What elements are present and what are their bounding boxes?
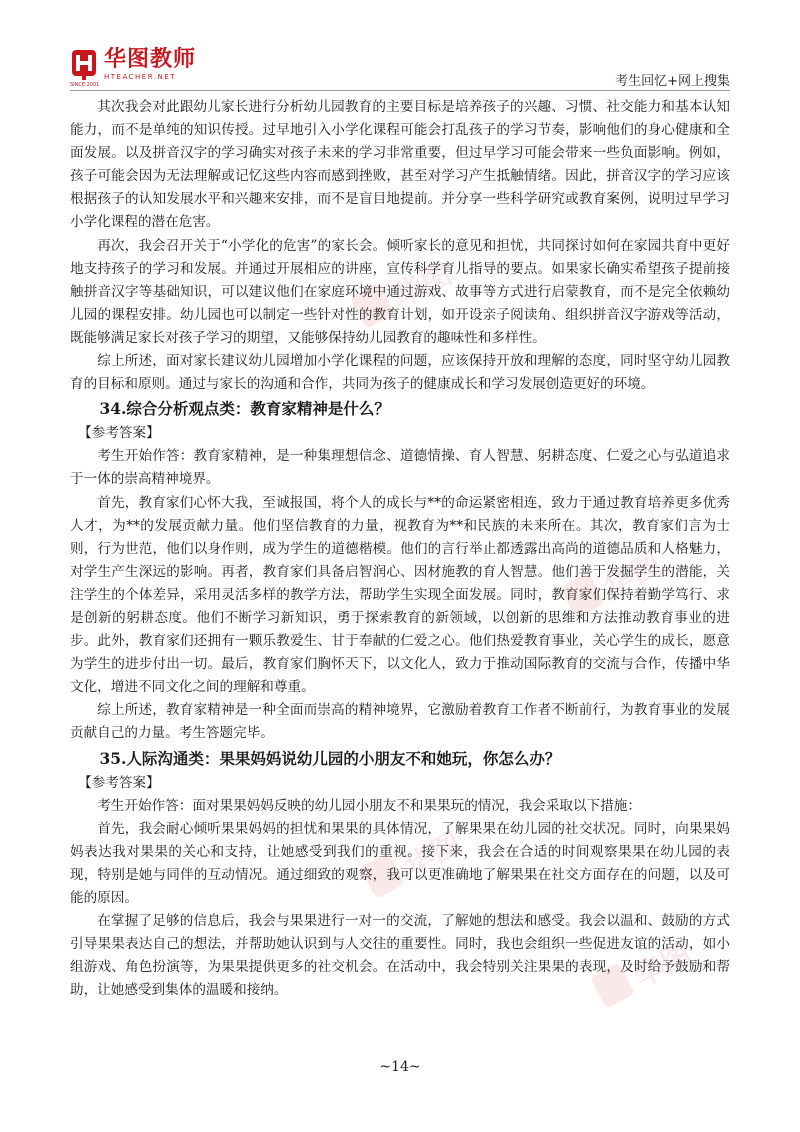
paragraph: 考生开始作答：教育家精神，是一种集理想信念、道德情操、育人智慧、躬耕态度、仁爱之心与弘道追求于一体的崇高精神境界。 — [70, 448, 730, 488]
page-number: ~14~ — [379, 1059, 421, 1075]
paragraph: 综上所述，面对家长建议幼儿园增加小学化课程的问题，应该保持开放和理解的态度，同时坚守幼儿园教育的目标和原则。通过与家长的沟通和合作，共同为孩子的健康成长和学习发展创造更好的环境。 — [70, 353, 730, 393]
answer-label: 【参考答案】 — [78, 425, 160, 442]
question-35-heading: 35.人际沟通类：果果妈妈说幼儿园的小朋友不和她玩，你怎么办？ — [99, 748, 561, 768]
document-body — [70, 96, 730, 1002]
watermark-text: 华图 — [598, 546, 668, 606]
paragraph: 考生开始作答：面对果果妈妈反映的幼儿园小朋友不和果果玩的情况，我会采取以下措施： — [97, 797, 641, 814]
brand-name: 华图教师 — [104, 47, 197, 72]
paragraph: 再次，我会召开关于“小学化的危害”的家长会。倾听家长的意见和担忧，共同探讨如何在家园共育中更好地支持孩子的学习和发展。并通过开展相应的讲座，宣传科学育儿指导的要点。如果家长确实希望孩子提前接触拼音汉字等基础知识，可以建议他们在家庭环境中通过游戏、故事等方式进行启蒙教育，而不是完全依赖幼儿园的课程安排。幼儿园也可以制定一些针对性的教育计划，如开设亲子阅读角、组织拼音汉字游戏等活动，既能够满足家长对孩子学习的期望，又能够保持幼儿园教育的趣味性和多样性。 — [70, 237, 730, 346]
page-header — [70, 48, 730, 92]
paragraph: 首先，教育家们心怀大我，至诚报国，将个人的成长与**的命运紧密相连，致力于通过教育培养更多优秀人才，为**的发展贡献力量。他们坚信教育的力量，视教育为**和民族的未来所在。其次，教育家们言为士则，行为世范，他们以身作则，成为学生的道德楷模。他们的言行举止都透露出高尚的道德品质和人格魅力，对学生产生深远的影响。再者，教育家们具备启智润心、因材施教的育人智慧。他们善于发掘学生的潜能，关注学生的个体差异，采用灵活多样的教学方法，帮助学生实现全面发展。同时，教育家们保持着勤学笃行、求是创新的躬耕态度。他们不断学习新知识，勇于探索教育的新领域，以创新的思维和方法推动教育事业的进步。此外，教育家们还拥有一颗乐教爱生、甘于奉献的仁爱之心。他们热爱教育事业，关心学生的成长，愿意为学生的进步付出一切。最后，教育家们胸怀天下，以文化人，致力于推动国际教育的交流与合作，传播中华文化，增进不同文化之间的理解和尊重。 — [70, 494, 730, 696]
logo-mark-icon — [70, 48, 98, 82]
answer-label: 【参考答案】 — [78, 774, 160, 791]
watermark-text: 华图 — [628, 936, 698, 996]
paragraph: 其次我会对此跟幼儿家长进行分析幼儿园教育的主要目标是培养孩子的兴趣、习惯、社交能力和基本认知能力，而不是单纯的知识传授。过早地引入小学化课程可能会打乱孩子的学习节奏，影响他们的身心健康和全面发展。以及拼音汉字的学习确实对孩子未来的学习非常重要，但过早学习可能会带来一些负面影响。例如，孩子可能会因为无法理解或记忆这些内容而感到挫败，甚至对学习产生抵触情绪。因此，拼音汉字的学习应该根据孩子的认知发展水平和兴趣来安排，而不是盲目地提前。并分享一些科学研究或教育案例，说明过早学习小学化课程的潜在危害。 — [70, 99, 730, 231]
brand-logo — [70, 48, 196, 92]
brand-since: SINCE 2001 — [70, 82, 100, 88]
question-34-heading: 34.综合分析观点类：教育家精神是什么？ — [99, 399, 390, 419]
brand-english: HTEACHER.NET — [104, 73, 176, 81]
paragraph: 综上所述，教育家精神是一种全面而崇高的精神境界，它激励着教育工作者不断前行，为教育事业的发展贡献自己的力量。考生答题完毕。 — [70, 702, 730, 742]
header-divider — [70, 90, 730, 91]
watermark-text: 华图 — [388, 256, 458, 316]
paragraph: 首先，我会耐心倾听果果妈妈的担忧和果果的具体情况，了解果果在幼儿园的社交状况。同时，向果果妈妈表达我对果果的关心和支持，让她感受到我们的重视。接下来，我会在合适的时间观察果果在幼儿园的表现，特别是她与同伴的互动情况。通过细致的观察，我可以更准确地了解果果在社交方面存在的问题，以及可能的原因。 — [70, 820, 730, 906]
watermark-text: 华图 — [398, 826, 468, 886]
header-source-note: 考生回忆+网上搜集 — [615, 74, 730, 89]
paragraph: 在掌握了足够的信息后，我会与果果进行一对一的交流，了解她的想法和感受。我会以温和、鼓励的方式引导果果表达自己的想法，并帮助她认识到与人交往的重要性。同时，我也会组织一些促进友谊的活动，如小组游戏、角色扮演等，为果果提供更多的社交机会。在活动中，我会特别关注果果的表现，及时给予鼓励和帮助，让她感受到集体的温暖和接纳。 — [70, 913, 730, 999]
